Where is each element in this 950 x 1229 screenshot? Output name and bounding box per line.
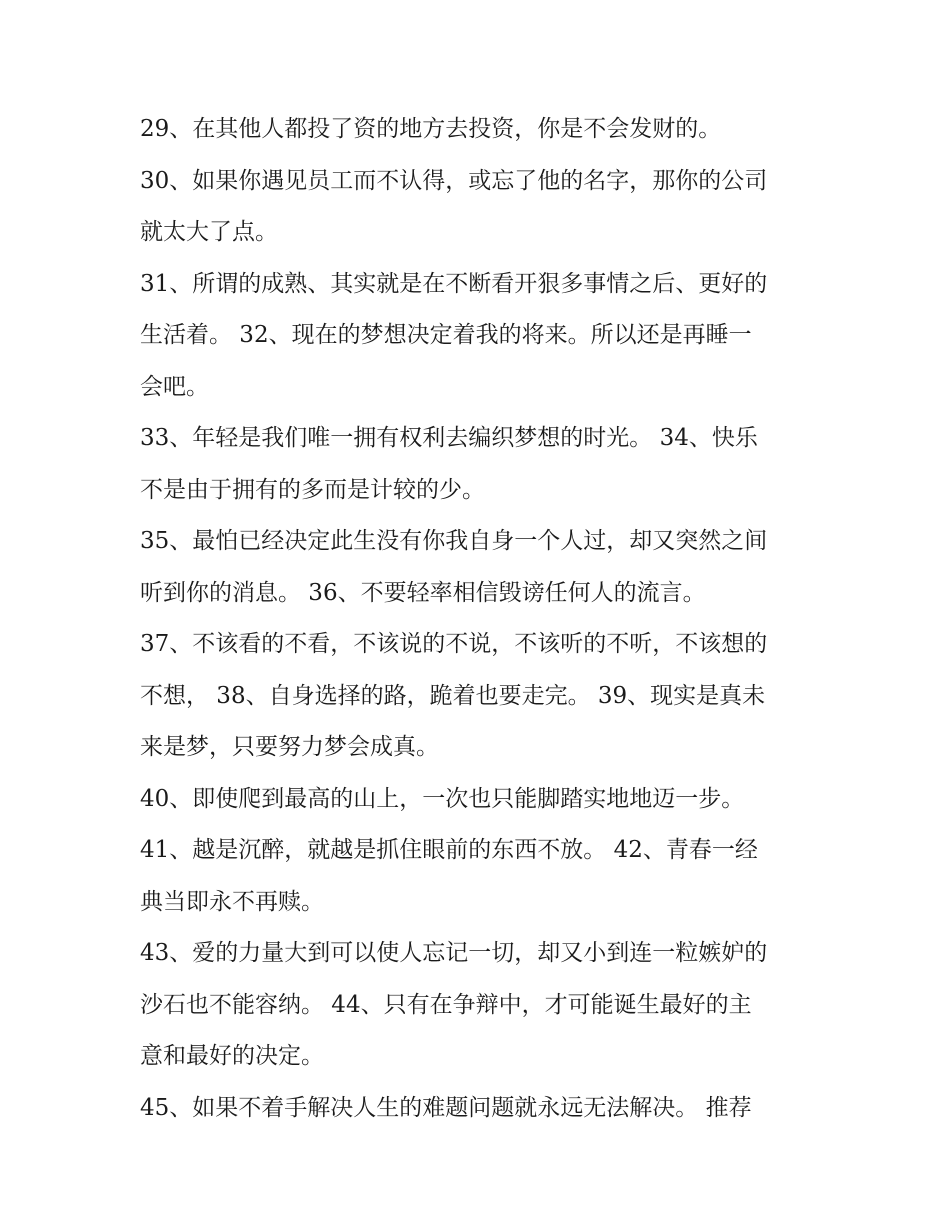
text-line: 不是由于拥有的多而是计较的少。	[140, 476, 485, 503]
text-line: 43、爱的力量大到可以使人忘记一切，却又小到连一粒嫉妒的	[140, 940, 768, 966]
text-line: 听到你的消息。 36、不要轻率相信毁谤任何人的流言。	[140, 579, 706, 606]
paragraph-29	[140, 104, 820, 156]
text-line: 不想， 38、自身选择的路，跪着也要走完。 39、现实是真未	[140, 682, 766, 709]
text-line: 29、在其他人都投了资的地方去投资，你是不会发财的。	[140, 116, 722, 142]
paragraph-37-39	[140, 619, 820, 774]
paragraph-30	[140, 156, 820, 259]
text-line: 来是梦，只要努力梦会成真。	[140, 734, 439, 760]
paragraph-33-34	[140, 413, 820, 516]
text-line: 典当即永不再赎。	[140, 888, 324, 915]
document-body	[140, 104, 820, 1134]
paragraph-35-36	[140, 516, 820, 619]
text-line: 生活着。 32、现在的梦想决定着我的将来。所以还是再睡一	[140, 322, 752, 348]
text-line: 33、年轻是我们唯一拥有权利去编织梦想的时光。 34、快乐	[140, 425, 758, 451]
paragraph-40	[140, 774, 820, 826]
text-line: 31、所谓的成熟、其实就是在不断看开狠多事情之后、更好的	[140, 270, 768, 297]
text-line: 40、即使爬到最高的山上，一次也只能脚踏实地地迈一步。	[140, 785, 745, 812]
text-line: 37、不该看的不看，不该说的不说，不该听的不听，不该想的	[140, 631, 768, 657]
text-line: 45、如果不着手解决人生的难题问题就永远无法解决。 推荐	[140, 1094, 752, 1121]
text-line: 沙石也不能容纳。 44、只有在争辩中，才可能诞生最好的主	[140, 991, 752, 1018]
paragraph-43-44	[140, 928, 820, 1083]
text-line: 就太大了点。	[140, 219, 278, 245]
text-line: 会吧。	[140, 373, 209, 400]
text-line: 41、越是沉醉，就越是抓住眼前的东西不放。 42、青春一经	[140, 837, 758, 863]
text-line: 35、最怕已经决定此生没有你我自身一个人过，却又突然之间	[140, 528, 768, 554]
paragraph-45	[140, 1083, 820, 1135]
text-line: 30、如果你遇见员工而不认得，或忘了他的名字，那你的公司	[140, 167, 768, 194]
paragraph-41-42	[140, 825, 820, 928]
paragraph-31-32	[140, 259, 820, 414]
text-line: 意和最好的决定。	[140, 1043, 324, 1069]
